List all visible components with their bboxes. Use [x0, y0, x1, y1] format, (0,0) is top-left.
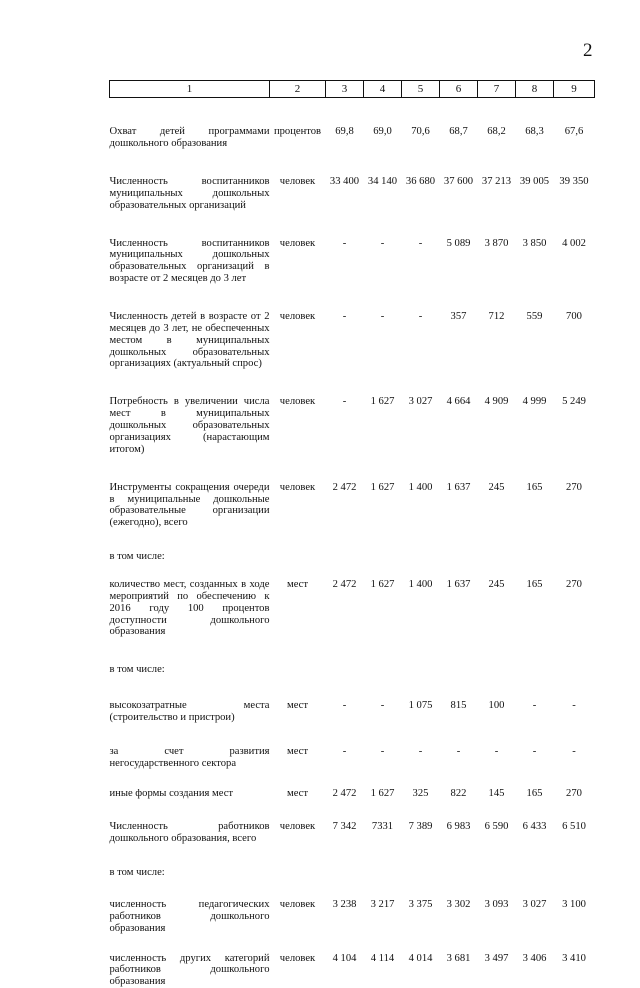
value-cell: 100: [488, 700, 505, 712]
value-cell: 3 406: [522, 952, 547, 964]
page-number: 2: [583, 40, 593, 61]
value-cell: 34 140: [367, 176, 398, 188]
value-cell: -: [342, 700, 347, 712]
value-cell: 67,6: [564, 126, 584, 138]
value-cell: 4 664: [446, 396, 471, 408]
value-cell: 4 909: [484, 396, 509, 408]
table-row: [110, 285, 595, 370]
value-cell: 712: [488, 311, 505, 323]
value-cell: 6 433: [522, 821, 547, 833]
value-cell: -: [494, 745, 499, 757]
section-row: [110, 638, 595, 676]
value-cell: 245: [488, 481, 505, 493]
value-cell: 3 093: [484, 898, 509, 910]
unit-cell: мест: [286, 787, 308, 799]
value-cell: 3 027: [522, 898, 547, 910]
section-label: в том числе:: [109, 664, 165, 676]
table-row: [110, 212, 595, 285]
value-cell: 5 249: [562, 396, 586, 408]
indicator-name: Охват детей программами дошкольного образования: [109, 126, 270, 150]
table-row: [110, 150, 595, 212]
value-cell: 325: [412, 787, 429, 799]
value-cell: 3 497: [484, 952, 509, 964]
value-cell: 6 983: [446, 821, 471, 833]
value-cell: 4 104: [332, 952, 357, 964]
value-cell: -: [572, 745, 576, 757]
value-cell: 3 870: [484, 237, 509, 249]
value-cell: 37 213: [481, 176, 512, 188]
table-row: [110, 770, 595, 800]
value-cell: -: [342, 311, 347, 323]
value-cell: 3 027: [408, 396, 433, 408]
value-cell: 815: [450, 700, 467, 712]
table-row: [110, 98, 595, 150]
value-cell: -: [418, 745, 423, 757]
value-cell: 270: [566, 787, 582, 799]
value-cell: 3 238: [332, 898, 357, 910]
value-cell: 3 681: [446, 952, 471, 964]
section-row: [110, 529, 595, 563]
section-row: [110, 845, 595, 879]
value-cell: 69,8: [335, 126, 354, 138]
value-cell: -: [380, 237, 385, 249]
value-cell: 270: [566, 578, 582, 590]
unit-cell: человек: [279, 821, 316, 833]
value-cell: 4 999: [522, 396, 547, 408]
value-cell: 245: [488, 578, 505, 590]
value-cell: -: [380, 311, 385, 323]
indicator-name: численность педагогических работников дошкольного образования: [109, 898, 270, 934]
value-cell: 68,2: [487, 126, 506, 138]
value-cell: 3 302: [446, 898, 471, 910]
value-cell: 37 600: [443, 176, 474, 188]
indicator-name: Численность детей в возрасте от 2 месяцев до 3 лет, не обеспеченных местом в муниципальных дошкольных образовательных организациях (актуальный спрос): [109, 311, 270, 370]
unit-cell: мест: [286, 745, 308, 757]
value-cell: 7 342: [332, 821, 357, 833]
value-cell: 3 375: [408, 898, 433, 910]
value-cell: 1 075: [408, 700, 433, 712]
unit-cell: человек: [279, 176, 316, 188]
table-row: [110, 935, 595, 988]
unit-cell: процентов: [273, 126, 322, 138]
indicator-name: количество мест, созданных в ходе мероприятий по обеспечению к 2016 году 100 процентов доступности дошкольного образования: [109, 578, 270, 638]
value-cell: 165: [526, 481, 543, 493]
unit-cell: мест: [286, 578, 308, 590]
value-cell: 4 002: [562, 237, 586, 249]
value-cell: -: [456, 745, 461, 757]
column-header: 2: [270, 81, 326, 98]
value-cell: 68,7: [449, 126, 468, 138]
value-cell: 165: [526, 787, 543, 799]
unit-cell: человек: [279, 481, 316, 493]
indicator-name: Численность воспитанников муниципальных дошкольных образовательных организаций в возрасте от 2 месяцев до 3 лет: [109, 237, 270, 285]
value-cell: 1 627: [370, 481, 395, 493]
value-cell: 1 400: [408, 481, 433, 493]
section-label: в том числе:: [109, 551, 165, 563]
unit-cell: человек: [279, 952, 316, 964]
value-cell: 4 014: [408, 952, 433, 964]
indicator-name: высокозатратные места (строительство и пристрои): [109, 700, 270, 723]
value-cell: 1 400: [408, 578, 433, 590]
column-header: 9: [554, 81, 595, 98]
column-header: 8: [516, 81, 554, 98]
value-cell: 2 472: [332, 787, 357, 799]
value-cell: 357: [450, 311, 467, 323]
value-cell: 822: [450, 787, 467, 799]
value-cell: -: [572, 700, 576, 712]
value-cell: 1 637: [446, 481, 471, 493]
value-cell: 4 114: [370, 952, 395, 964]
indicator-name: Потребность в увеличении числа мест в муниципальных дошкольных образовательных организациях (нарастающим итогом): [109, 396, 270, 455]
value-cell: 2 472: [332, 481, 357, 493]
value-cell: -: [532, 745, 537, 757]
value-cell: 39 005: [519, 176, 550, 188]
indicator-name: численность других категорий работников дошкольного образования: [109, 952, 270, 988]
value-cell: 145: [488, 787, 505, 799]
indicator-table: [109, 80, 595, 988]
column-header: 1: [110, 81, 270, 98]
value-cell: -: [418, 237, 423, 249]
table-body: [110, 98, 595, 988]
unit-cell: человек: [279, 898, 316, 910]
table-row: [110, 456, 595, 529]
value-cell: 6 590: [484, 821, 509, 833]
value-cell: -: [418, 311, 423, 323]
indicator-name: Инструменты сокращения очереди в муниципальные дошкольные образовательные организации (ежегодно), всего: [109, 481, 270, 529]
value-cell: 165: [526, 578, 543, 590]
table-row: [110, 563, 595, 638]
indicator-name: иные формы создания мест: [109, 787, 234, 799]
value-cell: 3 100: [562, 898, 586, 910]
value-cell: 559: [526, 311, 543, 323]
table-row: [110, 370, 595, 455]
value-cell: 270: [566, 481, 582, 493]
unit-cell: человек: [279, 396, 316, 408]
value-cell: -: [380, 745, 385, 757]
value-cell: 33 400: [329, 176, 360, 188]
value-cell: 69,0: [373, 126, 392, 138]
value-cell: 7 389: [408, 821, 433, 833]
table-row: [110, 676, 595, 724]
value-cell: -: [342, 745, 347, 757]
value-cell: 36 680: [405, 176, 436, 188]
value-cell: -: [532, 700, 537, 712]
value-cell: 2 472: [332, 578, 357, 590]
header-row: [110, 81, 595, 98]
value-cell: 68,3: [525, 126, 544, 138]
indicator-name: Численность воспитанников муниципальных дошкольных образовательных организаций: [109, 176, 270, 211]
table-header: [110, 81, 595, 98]
value-cell: 70,6: [411, 126, 430, 138]
value-cell: 1 637: [446, 578, 471, 590]
unit-cell: мест: [286, 700, 308, 712]
value-cell: 1 627: [370, 396, 395, 408]
value-cell: 3 410: [562, 952, 586, 964]
value-cell: 700: [566, 311, 582, 323]
value-cell: 3 850: [522, 237, 547, 249]
indicator-name: за счет развития негосударственного сектора: [109, 745, 270, 769]
value-cell: 3 217: [370, 898, 395, 910]
table-row: [110, 724, 595, 770]
value-cell: 7331: [371, 821, 394, 833]
value-cell: 1 627: [370, 578, 395, 590]
column-header: 5: [402, 81, 440, 98]
value-cell: 39 350: [559, 176, 589, 188]
value-cell: -: [342, 396, 347, 408]
table-row: [110, 799, 595, 845]
indicator-name: Численность работников дошкольного образования, всего: [109, 821, 270, 845]
column-header: 6: [440, 81, 478, 98]
value-cell: 5 089: [446, 237, 471, 249]
section-label: в том числе:: [109, 867, 165, 879]
unit-cell: человек: [279, 311, 316, 323]
column-header: 7: [478, 81, 516, 98]
value-cell: 6 510: [562, 821, 586, 833]
table-row: [110, 879, 595, 935]
value-cell: -: [342, 237, 347, 249]
column-header: 4: [364, 81, 402, 98]
value-cell: 1 627: [370, 787, 395, 799]
unit-cell: человек: [279, 237, 316, 249]
value-cell: -: [380, 700, 385, 712]
column-header: 3: [326, 81, 364, 98]
